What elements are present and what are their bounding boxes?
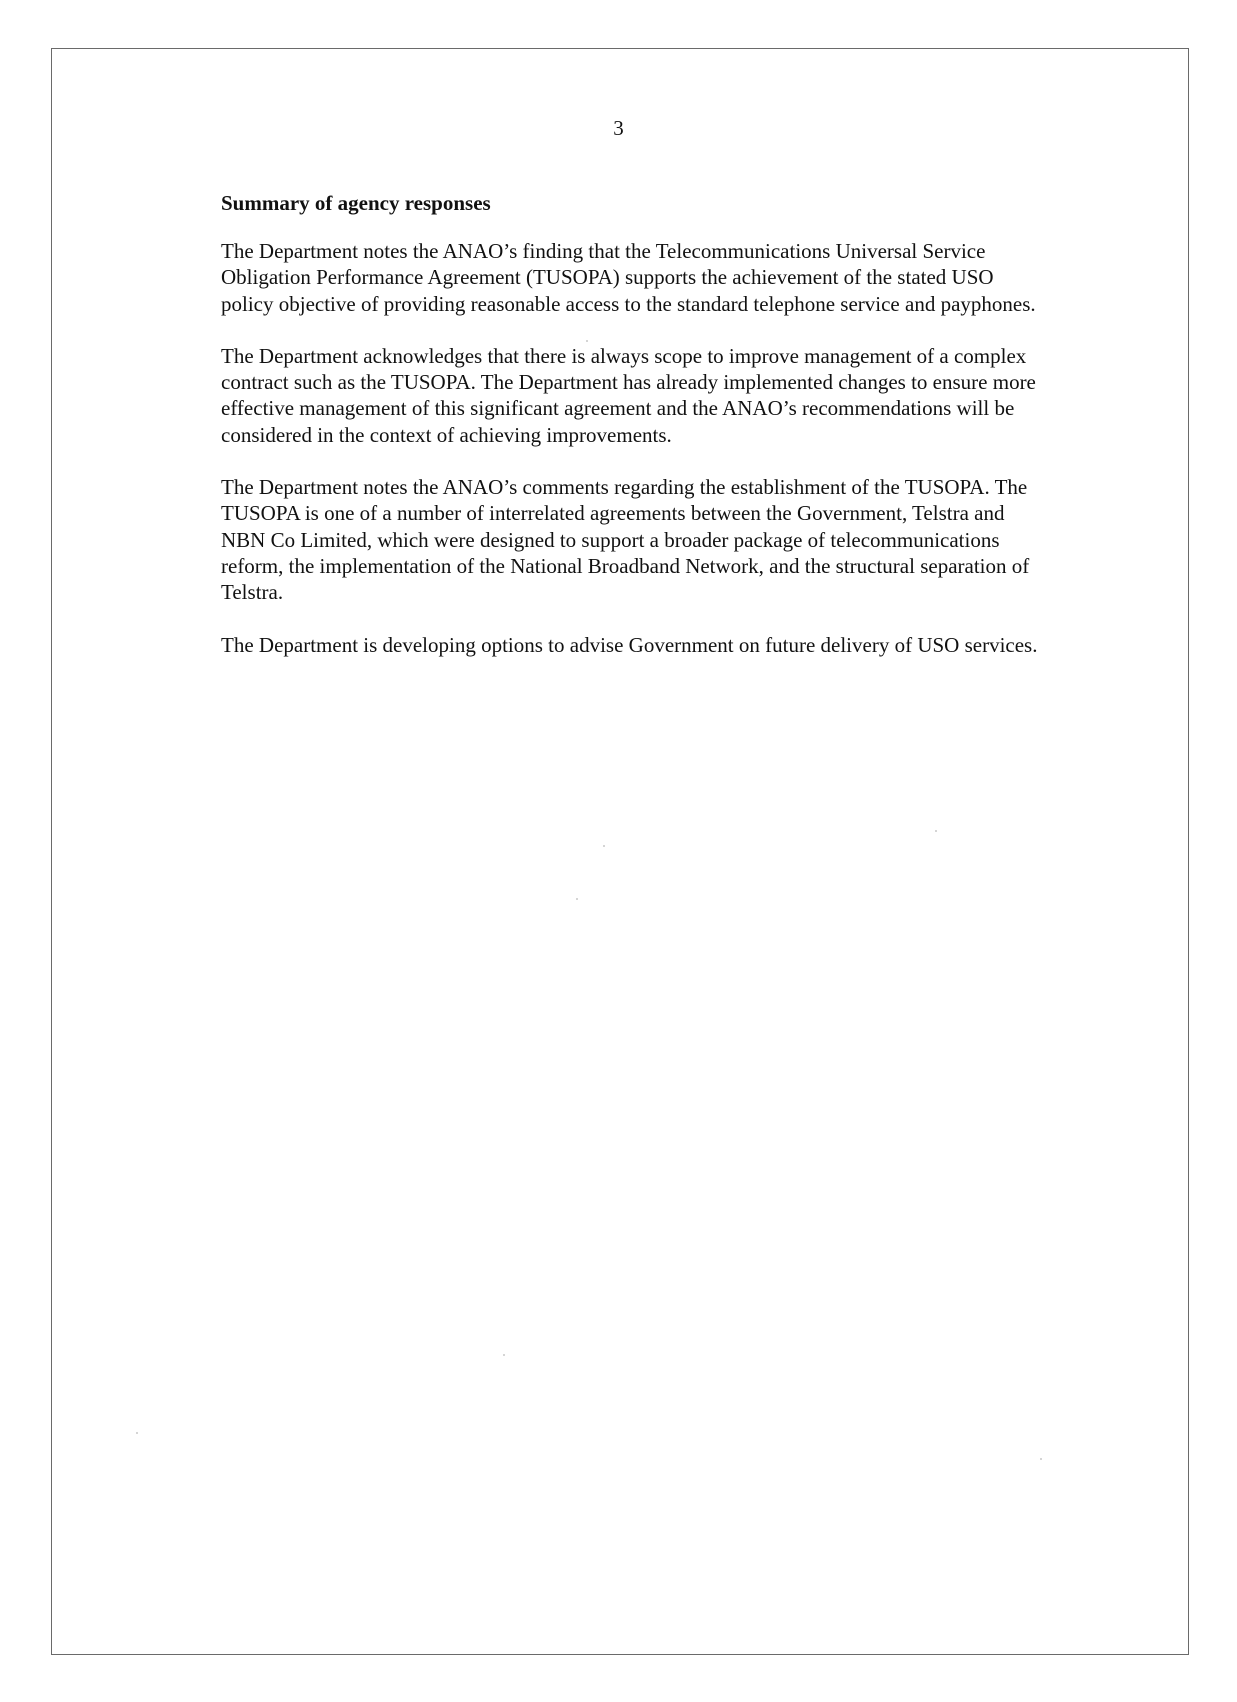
scan-speck <box>1040 1458 1042 1460</box>
paragraph-2: The Department acknowledges that there is always scope to improve management of a complex contract such as the TUSOPA. The Department has already implemented changes to ensure more effective management of this significant agreement and the ANAO’s recommendations will be considered in the context of achieving improvements. <box>221 343 1036 447</box>
paragraph-1: The Department notes the ANAO’s finding that the Telecommunications Universal Service Obligation Performance Agreement (TUSOPA) supports the achievement of the stated USO policy objective of providing reasonable access to the standard telephone service and payphones. <box>221 239 1036 316</box>
scan-speck <box>503 1354 505 1356</box>
scan-speck <box>586 340 588 342</box>
scan-speck <box>136 1432 138 1434</box>
scan-speck <box>576 898 578 900</box>
scan-speck <box>935 830 937 832</box>
paragraph-4: The Department is developing options to advise Government on future delivery of USO services. <box>221 632 1038 657</box>
page-number: 3 <box>613 116 624 140</box>
document-body <box>221 190 1041 684</box>
section-heading: Summary of agency responses <box>221 191 491 215</box>
scan-speck <box>603 845 605 847</box>
paragraph-3: The Department notes the ANAO’s comments regarding the establishment of the TUSOPA. The TUSOPA is one of a number of interrelated agreements between the Government, Telstra and NBN Co Limited, which were designed to support a broader package of telecommunications reform, the implementation of the National Broadband Network, and the structural separation of Telstra. <box>221 475 1030 605</box>
